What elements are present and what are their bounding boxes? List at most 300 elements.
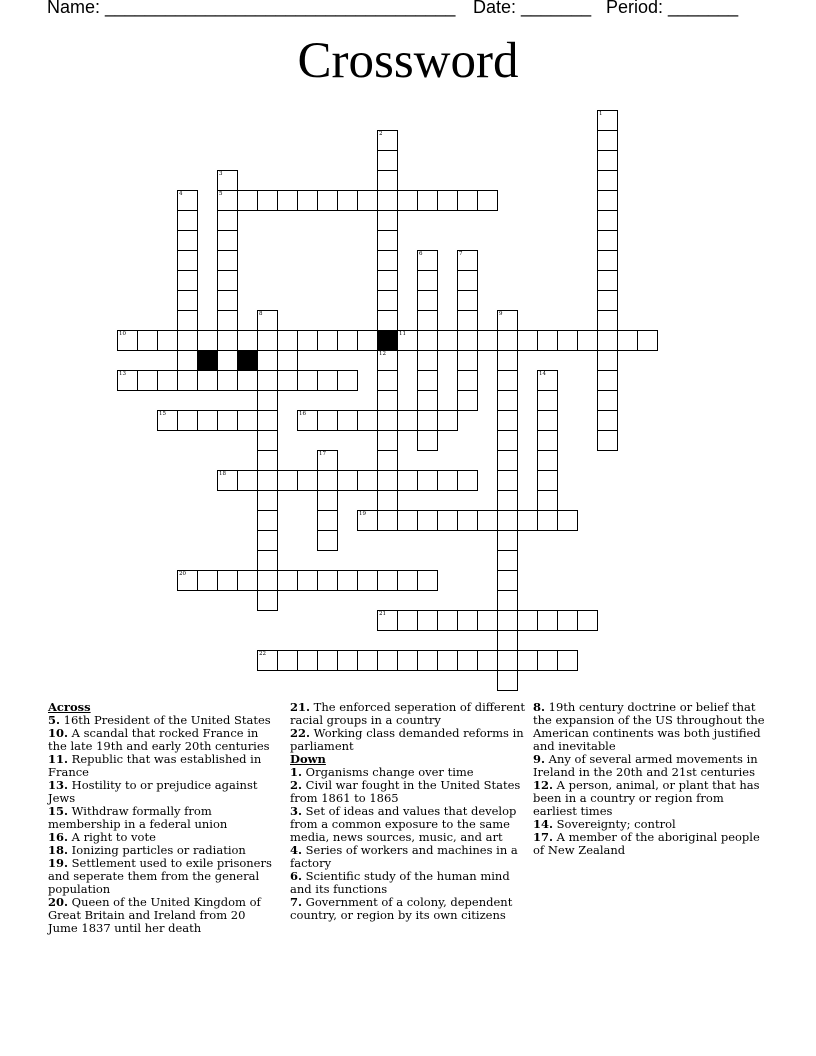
grid-cell[interactable] [337,190,358,211]
grid-cell[interactable] [377,610,398,631]
clue-item-text: A right to vote [71,830,156,844]
clue-item-text: Withdraw formally from membership in a federal union [48,804,228,831]
clue-item-text: Settlement used to exile prisoners and seperate them from the general population [48,856,272,896]
grid-cell[interactable] [597,230,618,251]
grid-cell[interactable] [497,370,518,391]
grid-cell[interactable] [597,210,618,231]
grid-cell[interactable] [297,370,318,391]
grid-cell[interactable] [377,470,398,491]
clue-item [290,896,526,922]
grid-cell[interactable] [497,570,518,591]
black-cell [237,350,258,371]
grid-cell[interactable] [537,490,558,511]
grid-cell[interactable] [537,510,558,531]
grid-cell[interactable] [437,410,458,431]
grid-cell[interactable] [277,470,298,491]
grid-cell[interactable] [317,370,338,391]
grid-cell[interactable] [317,510,338,531]
grid-cell[interactable] [177,210,198,231]
grid-cell[interactable] [477,650,498,671]
grid-cell[interactable] [257,590,278,611]
clue-item [290,844,526,870]
grid-cell[interactable] [397,470,418,491]
grid-cell[interactable] [417,390,438,411]
grid-cell[interactable] [457,650,478,671]
grid-cell[interactable] [597,330,618,351]
grid-cell[interactable] [597,370,618,391]
grid-cell[interactable] [177,250,198,271]
grid-cell[interactable] [217,250,238,271]
grid-cell[interactable] [377,570,398,591]
grid-cell[interactable] [357,510,378,531]
grid-cell[interactable] [417,410,438,431]
grid-cell[interactable] [417,610,438,631]
grid-cell[interactable] [357,190,378,211]
grid-cell[interactable] [117,370,138,391]
grid-cell[interactable] [597,170,618,191]
grid-cell[interactable] [497,550,518,571]
black-cell [197,350,218,371]
grid-cell[interactable] [177,290,198,311]
clue-number: 5 [219,191,223,197]
grid-cell[interactable] [377,130,398,151]
clue-item-text: Sovereignty; control [556,817,676,831]
clue-number: 9 [499,311,503,317]
grid-cell[interactable] [197,570,218,591]
clue-item-number: 15. [48,804,69,818]
grid-cell[interactable] [357,570,378,591]
grid-cell[interactable] [437,470,458,491]
grid-cell[interactable] [277,190,298,211]
grid-cell[interactable] [377,430,398,451]
grid-cell[interactable] [537,330,558,351]
grid-cell[interactable] [497,490,518,511]
grid-cell[interactable] [417,470,438,491]
grid-cell[interactable] [437,330,458,351]
grid-cell[interactable] [557,330,578,351]
grid-cell[interactable] [437,510,458,531]
clue-item-number: 22. [290,726,311,740]
grid-cell[interactable] [317,570,338,591]
grid-cell[interactable] [117,330,138,351]
grid-cell[interactable] [217,570,238,591]
grid-cell[interactable] [557,510,578,531]
clue-item-number: 2. [290,778,303,792]
grid-cell[interactable] [177,310,198,331]
grid-cell[interactable] [377,290,398,311]
clue-number: 15 [159,411,166,417]
clue-number: 6 [419,251,423,257]
grid-cell[interactable] [337,470,358,491]
grid-cell[interactable] [417,350,438,371]
grid-cell[interactable] [197,410,218,431]
grid-cell[interactable] [217,470,238,491]
grid-cell[interactable] [297,570,318,591]
grid-cell[interactable] [277,330,298,351]
black-cell [377,330,398,351]
grid-cell[interactable] [217,290,238,311]
grid-cell[interactable] [597,250,618,271]
grid-cell[interactable] [517,510,538,531]
grid-cell[interactable] [317,470,338,491]
grid-cell[interactable] [297,190,318,211]
grid-cell[interactable] [177,410,198,431]
clue-section-heading: Down [290,752,326,766]
clue-number: 8 [259,311,263,317]
grid-cell[interactable] [577,330,598,351]
grid-cell[interactable] [497,350,518,371]
clue-number: 3 [219,171,223,177]
clue-item [290,779,526,805]
grid-cell[interactable] [217,310,238,331]
grid-cell[interactable] [457,470,478,491]
grid-cell[interactable] [517,610,538,631]
grid-cell[interactable] [597,430,618,451]
grid-cell[interactable] [177,570,198,591]
grid-cell[interactable] [557,610,578,631]
grid-cell[interactable] [257,350,278,371]
grid-cell[interactable] [317,410,338,431]
clue-number: 20 [179,571,186,577]
grid-cell[interactable] [177,270,198,291]
clue-number: 12 [379,351,386,357]
clue-item [533,831,769,857]
clue-item [48,805,273,831]
grid-cell[interactable] [397,190,418,211]
grid-cell[interactable] [257,370,278,391]
grid-cell[interactable] [477,190,498,211]
clue-number: 10 [119,331,126,337]
grid-cell[interactable] [217,270,238,291]
clue-item-text: 19th century doctrine or belief that the expansion of the US throughout the American continents was both justified and inevitable [533,700,765,753]
grid-cell[interactable] [337,370,358,391]
clue-column-across [48,701,273,935]
grid-cell[interactable] [217,330,238,351]
grid-cell[interactable] [377,390,398,411]
clue-column-middle [290,701,526,922]
grid-cell[interactable] [457,390,478,411]
grid-cell[interactable] [397,510,418,531]
grid-cell[interactable] [277,350,298,371]
grid-cell[interactable] [377,490,398,511]
grid-cell[interactable] [417,270,438,291]
grid-cell[interactable] [437,190,458,211]
grid-cell[interactable] [597,190,618,211]
grid-cell[interactable] [457,330,478,351]
clue-number: 22 [259,651,266,657]
grid-cell[interactable] [277,370,298,391]
grid-cell[interactable] [177,350,198,371]
grid-cell[interactable] [497,410,518,431]
grid-cell[interactable] [497,470,518,491]
grid-cell[interactable] [197,370,218,391]
grid-cell[interactable] [397,410,418,431]
grid-cell[interactable] [217,350,238,371]
clue-item-text: The enforced seperation of different racial groups in a country [290,700,526,727]
clue-item-number: 19. [48,856,69,870]
grid-cell[interactable] [357,470,378,491]
grid-cell[interactable] [337,410,358,431]
grid-cell[interactable] [457,370,478,391]
grid-cell[interactable] [317,190,338,211]
grid-cell[interactable] [257,330,278,351]
clue-item-text: Hostility to or prejudice against Jews [48,778,258,805]
grid-cell[interactable] [217,190,238,211]
grid-cell[interactable] [597,150,618,171]
grid-cell[interactable] [457,610,478,631]
grid-cell[interactable] [377,350,398,371]
grid-cell[interactable] [257,510,278,531]
grid-cell[interactable] [557,650,578,671]
grid-cell[interactable] [317,490,338,511]
grid-cell[interactable] [177,370,198,391]
grid-cell[interactable] [217,230,238,251]
grid-cell[interactable] [457,250,478,271]
clue-item-text: Set of ideas and values that develop from a common exposure to the same media, news sources, music, and art [290,804,517,844]
grid-cell[interactable] [497,510,518,531]
clue-item-number: 14. [533,817,554,831]
grid-cell[interactable] [417,190,438,211]
grid-cell[interactable] [497,590,518,611]
grid-cell[interactable] [337,330,358,351]
grid-cell[interactable] [237,410,258,431]
grid-cell[interactable] [257,530,278,551]
grid-cell[interactable] [317,650,338,671]
grid-cell[interactable] [497,450,518,471]
clue-section-heading: Across [48,700,91,714]
clue-item [48,857,273,896]
clue-item-number: 1. [290,765,303,779]
grid-cell[interactable] [497,650,518,671]
grid-cell[interactable] [457,290,478,311]
grid-cell[interactable] [257,390,278,411]
clue-number: 1 [599,111,603,117]
grid-cell[interactable] [597,290,618,311]
clue-number: 14 [539,371,546,377]
clue-item [290,727,526,753]
grid-cell[interactable] [497,330,518,351]
period-field[interactable]: Period: _______ [606,0,739,17]
clue-item-number: 10. [48,726,69,740]
grid-cell[interactable] [377,230,398,251]
grid-cell[interactable] [257,550,278,571]
grid-cell[interactable] [377,190,398,211]
grid-cell[interactable] [257,430,278,451]
grid-cell[interactable] [377,210,398,231]
grid-cell[interactable] [417,650,438,671]
grid-cell[interactable] [417,370,438,391]
grid-cell[interactable] [237,370,258,391]
grid-cell[interactable] [337,650,358,671]
clue-number: 18 [219,471,226,477]
grid-cell[interactable] [177,190,198,211]
clue-item-number: 11. [48,752,69,766]
grid-cell[interactable] [357,650,378,671]
clue-item-text: A person, animal, or plant that has been in a country or region from earliest times [533,778,760,818]
grid-cell[interactable] [377,510,398,531]
grid-cell[interactable] [597,390,618,411]
grid-cell[interactable] [317,530,338,551]
grid-cell[interactable] [417,570,438,591]
clue-number: 4 [179,191,183,197]
grid-cell[interactable] [397,570,418,591]
grid-cell[interactable] [257,650,278,671]
grid-cell[interactable] [297,650,318,671]
grid-cell[interactable] [377,250,398,271]
clue-item-text: Civil war fought in the United States from 1861 to 1865 [290,778,521,805]
clue-item-number: 9. [533,752,546,766]
grid-cell[interactable] [497,390,518,411]
clue-item-text: Queen of the United Kingdom of Great Britain and Ireland from 20 Jume 1837 until her death [48,895,261,935]
grid-cell[interactable] [457,350,478,371]
clue-item [533,779,769,818]
grid-cell[interactable] [237,470,258,491]
grid-cell[interactable] [257,410,278,431]
clue-item [290,701,526,727]
grid-cell[interactable] [257,490,278,511]
grid-cell[interactable] [177,230,198,251]
grid-cell[interactable] [457,310,478,331]
clue-item [48,779,273,805]
grid-cell[interactable] [537,470,558,491]
grid-cell[interactable] [417,250,438,271]
grid-cell[interactable] [377,450,398,471]
grid-cell[interactable] [637,330,658,351]
grid-cell[interactable] [137,330,158,351]
grid-cell[interactable] [277,650,298,671]
grid-cell[interactable] [497,430,518,451]
grid-cell[interactable] [437,610,458,631]
grid-cell[interactable] [197,330,218,351]
grid-cell[interactable] [597,310,618,331]
grid-cell[interactable] [217,170,238,191]
grid-cell[interactable] [377,410,398,431]
clue-item-number: 8. [533,700,546,714]
grid-cell[interactable] [337,570,358,591]
grid-cell[interactable] [537,410,558,431]
grid-cell[interactable] [457,270,478,291]
grid-cell[interactable] [497,530,518,551]
grid-cell[interactable] [237,330,258,351]
grid-cell[interactable] [237,570,258,591]
clue-item-text: Working class demanded reforms in parliament [290,726,524,753]
grid-cell[interactable] [597,270,618,291]
grid-cell[interactable] [397,610,418,631]
grid-cell[interactable] [217,370,238,391]
grid-cell[interactable] [497,610,518,631]
clue-item [48,753,273,779]
grid-cell[interactable] [497,670,518,691]
clue-item-text: Ionizing particles or radiation [71,843,246,857]
grid-cell[interactable] [377,370,398,391]
grid-cell[interactable] [617,330,638,351]
grid-cell[interactable] [177,330,198,351]
grid-cell[interactable] [517,330,538,351]
grid-cell[interactable] [377,170,398,191]
grid-cell[interactable] [417,430,438,451]
grid-cell[interactable] [317,330,338,351]
grid-cell[interactable] [357,330,378,351]
grid-cell[interactable] [297,410,318,431]
grid-cell[interactable] [257,570,278,591]
grid-cell[interactable] [357,410,378,431]
grid-cell[interactable] [137,370,158,391]
grid-cell[interactable] [457,190,478,211]
grid-cell[interactable] [217,210,238,231]
grid-cell[interactable] [377,310,398,331]
grid-cell[interactable] [217,410,238,431]
clue-item-number: 13. [48,778,69,792]
grid-cell[interactable] [597,130,618,151]
grid-cell[interactable] [377,270,398,291]
grid-cell[interactable] [157,370,178,391]
clue-number: 7 [459,251,463,257]
clue-item-text: Organisms change over time [305,765,474,779]
grid-cell[interactable] [297,470,318,491]
grid-cell[interactable] [417,330,438,351]
date-field[interactable]: Date: _______ [473,0,592,17]
grid-cell[interactable] [417,310,438,331]
grid-cell[interactable] [537,430,558,451]
grid-cell[interactable] [157,410,178,431]
grid-cell[interactable] [437,650,458,671]
grid-cell[interactable] [597,350,618,371]
grid-cell[interactable] [257,470,278,491]
grid-cell[interactable] [577,610,598,631]
grid-cell[interactable] [237,190,258,211]
clue-number: 11 [399,331,406,337]
clue-item-text: A scandal that rocked France in the late 19th and early 20th centuries [48,726,270,753]
grid-cell[interactable] [537,610,558,631]
grid-cell[interactable] [257,310,278,331]
clue-number: 13 [119,371,126,377]
clue-item [290,870,526,896]
grid-cell[interactable] [397,330,418,351]
clue-item-number: 21. [290,700,311,714]
grid-cell[interactable] [537,450,558,471]
grid-cell[interactable] [417,510,438,531]
grid-cell[interactable] [517,650,538,671]
clue-item-text: Any of several armed movements in Ireland in the 20th and 21st centuries [533,752,758,779]
grid-cell[interactable] [497,630,518,651]
grid-cell[interactable] [257,450,278,471]
grid-cell[interactable] [537,390,558,411]
grid-cell[interactable] [257,190,278,211]
grid-cell[interactable] [457,510,478,531]
grid-cell[interactable] [477,510,498,531]
grid-cell[interactable] [397,650,418,671]
clue-number: 21 [379,611,386,617]
grid-cell[interactable] [597,410,618,431]
clue-item-number: 16. [48,830,69,844]
grid-cell[interactable] [377,150,398,171]
grid-cell[interactable] [317,450,338,471]
grid-cell[interactable] [377,650,398,671]
grid-cell[interactable] [477,330,498,351]
grid-cell[interactable] [537,650,558,671]
grid-cell[interactable] [597,110,618,131]
grid-cell[interactable] [157,330,178,351]
clue-item-number: 4. [290,843,303,857]
grid-cell[interactable] [537,370,558,391]
grid-cell[interactable] [497,310,518,331]
grid-cell[interactable] [417,290,438,311]
grid-cell[interactable] [297,330,318,351]
clue-item-number: 20. [48,895,69,909]
name-field[interactable]: Name: ___________________________________ [47,0,456,17]
grid-cell[interactable] [277,570,298,591]
grid-cell[interactable] [477,610,498,631]
